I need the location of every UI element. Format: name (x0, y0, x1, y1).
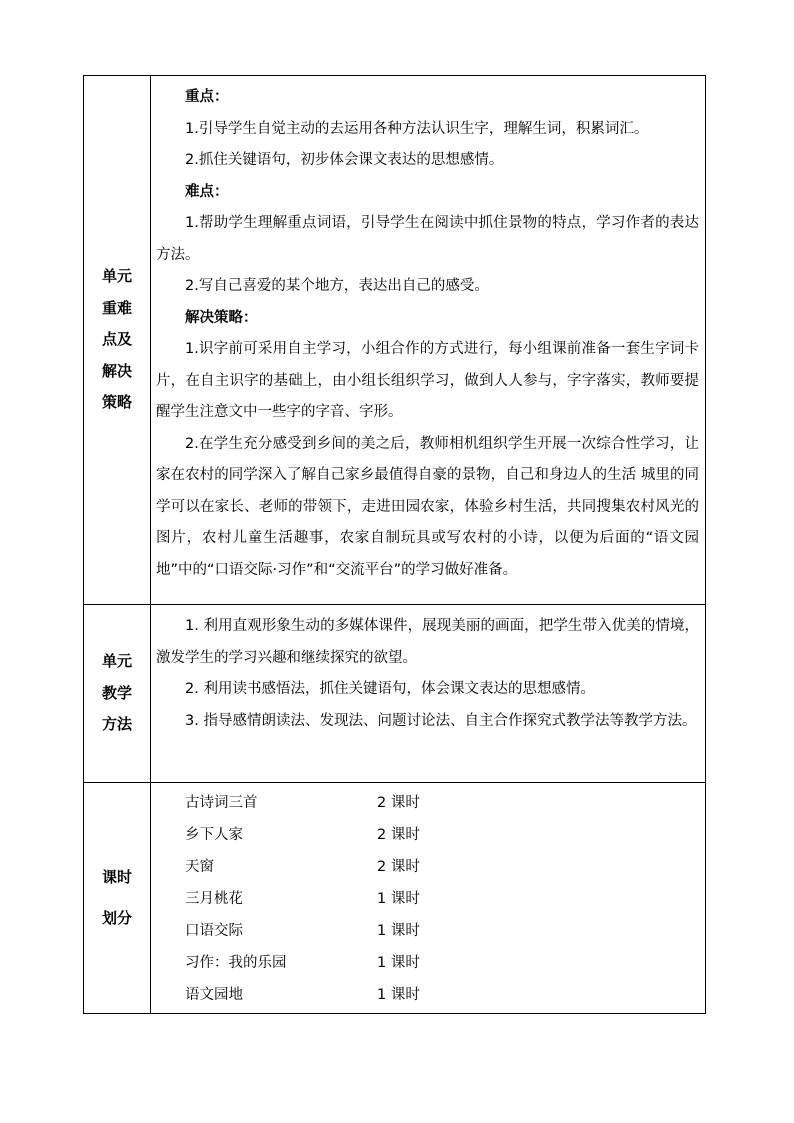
difficulty-item: 2.写自己喜爱的某个地方，表达出自己的感受。 (185, 278, 489, 294)
lesson-name: 古诗词三首 (185, 795, 258, 811)
lesson-row (185, 947, 699, 979)
strategy-heading: 解决策略： (185, 309, 258, 326)
schedule-label (84, 783, 151, 1014)
lesson-name: 乡下人家 (185, 827, 243, 843)
key-points-row (84, 76, 706, 605)
lesson-hours: 1 课时 (377, 955, 420, 971)
key-points-label (84, 76, 151, 605)
label-line: 重难 (101, 298, 132, 317)
strategy-item: 2.在学生充分感受到乡间的美之后，教师相机组织学生开展一次综合性学习，让家在农村的同学深入了解自己家乡最值得自豪的景物，自己和身边人的生活 城里的同学可以在家长、老师的带领下，走进田园农家，体验乡村生活，共同搜集农村风光的图片，农村儿童生活趣事，农家自制玩具或写农村的小诗，以便为后面的“语文园地”中的“口语交际·习作”和“交流平台”的学习做好准备。 (156, 435, 699, 578)
key-points-content (151, 76, 706, 605)
label-line: 点及 (101, 330, 132, 349)
label-line: 划分 (101, 909, 132, 927)
lesson-name: 语文园地 (185, 987, 243, 1003)
method-item: 1. 利用直观形象生动的多媒体课件，展现美丽的画面，把学生带入优美的情境，激发学生的学习兴趣和继续探究的欲望。 (156, 618, 699, 666)
unit-plan-table (83, 75, 706, 1014)
lesson-hours: 1 课时 (377, 987, 420, 1003)
focus-item: 1.引导学生自觉主动的去运用各种方法认识生字，理解生词，积累词汇。 (185, 120, 649, 137)
methods-content (151, 605, 706, 783)
method-item: 2. 利用读书感悟法，抓住关键语句，体会课文表达的思想感情。 (185, 681, 595, 697)
strategy-item: 1.识字前可采用自主学习，小组合作的方式进行，每小组课前准备一套生字词卡片，在自主识字的基础上，由小组长组织学习，做到人人参与，字字落实，教师要提醒学生注意文中一些字的字音、字形。 (156, 341, 699, 420)
lesson-row (185, 787, 699, 819)
methods-row (84, 605, 706, 783)
focus-heading: 重点： (185, 89, 229, 105)
lesson-row (185, 851, 699, 883)
schedule-row (84, 783, 706, 1014)
lesson-hours: 2 课时 (377, 795, 420, 811)
lesson-hours: 2 课时 (377, 859, 420, 875)
focus-item: 2.抓住关键语句，初步体会课文表达的思想感情。 (185, 152, 504, 168)
lesson-row (185, 883, 699, 915)
lesson-name: 三月桃花 (185, 891, 243, 907)
lesson-row (185, 979, 699, 1011)
label-line: 策略 (101, 393, 132, 412)
lesson-hours: 1 课时 (377, 891, 420, 907)
label-line: 方法 (101, 715, 132, 734)
lesson-hours: 1 课时 (377, 923, 420, 939)
method-item: 3. 指导感情朗读法、发现法、问题讨论法、自主合作探究式教学法等教学方法。 (185, 712, 697, 729)
lesson-row (185, 915, 699, 947)
difficulty-item: 1.帮助学生理解重点词语，引导学生在阅读中抓住景物的特点，学习作者的表达方法。 (156, 215, 699, 263)
lesson-name: 口语交际 (185, 923, 243, 939)
label-line: 解决 (101, 361, 132, 380)
schedule-content (151, 783, 706, 1014)
lesson-hours: 2 课时 (377, 827, 420, 843)
label-line: 单元 (101, 267, 132, 286)
label-line: 教学 (101, 683, 132, 702)
lesson-name: 习作：我的乐园 (185, 955, 287, 971)
lesson-row (185, 819, 699, 851)
lesson-name: 天窗 (185, 859, 214, 875)
label-line: 单元 (101, 652, 132, 671)
difficulty-heading: 难点： (185, 183, 229, 200)
methods-label (84, 605, 151, 783)
label-line: 课时 (101, 868, 132, 886)
